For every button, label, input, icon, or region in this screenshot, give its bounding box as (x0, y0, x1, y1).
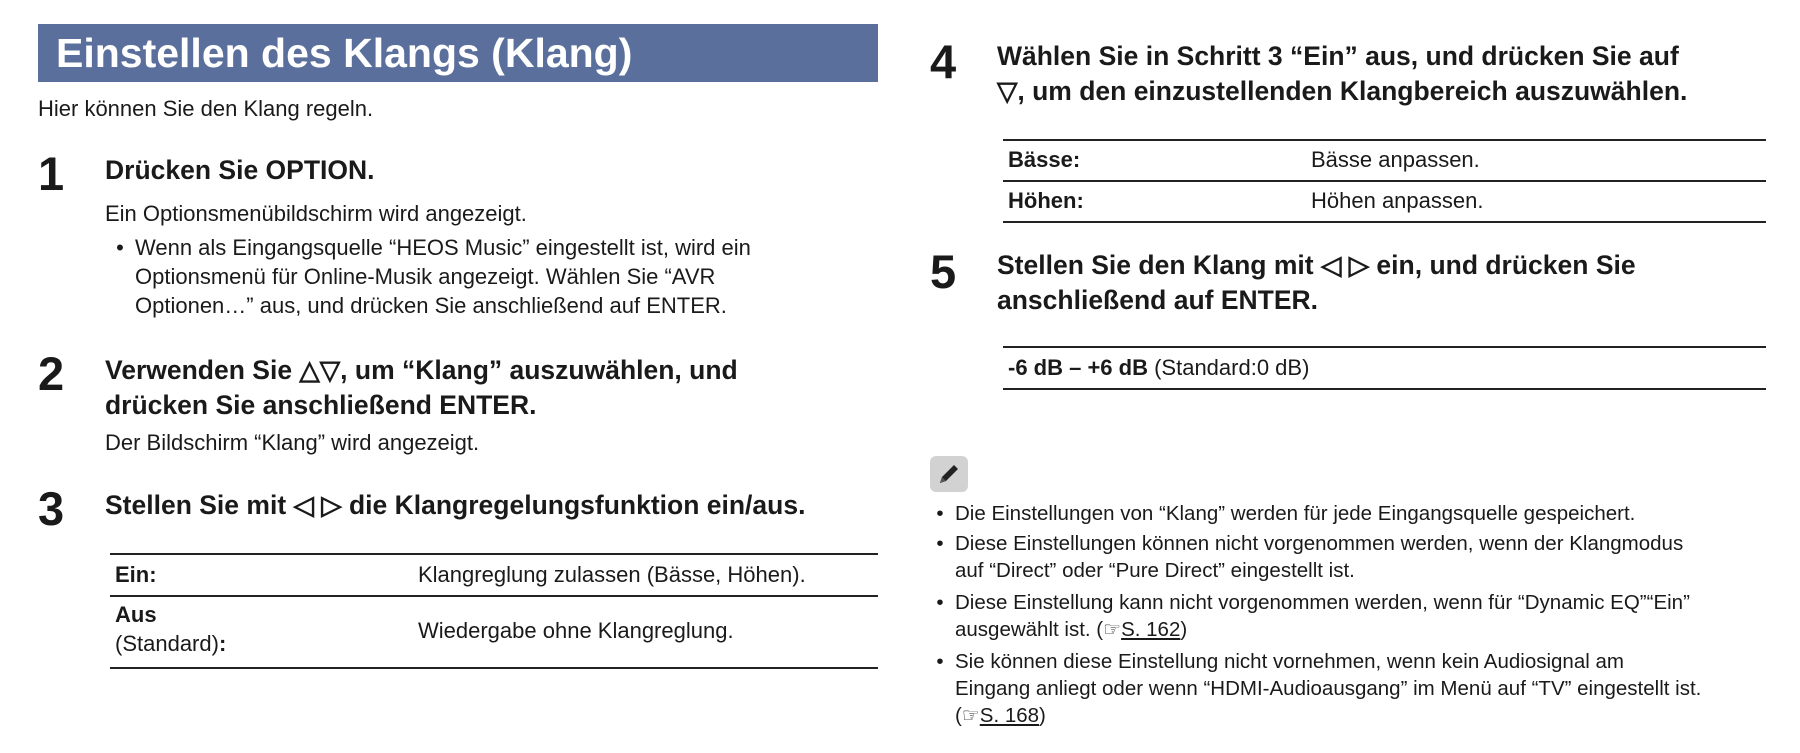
step-1-bullet: • Wenn als Eingangsquelle “HEOS Music” eingestellt ist, wird ein Optionsmenü für Online-Musik angezeigt. Wählen Sie “AVR Optionen…” aus, und drücken Sie anschließend auf ENTER. (135, 233, 751, 320)
step-1-body: Ein Optionsmenübildschirm wird angezeigt. (105, 201, 527, 226)
bullet-dot: • (936, 650, 944, 673)
bullet-dot: • (936, 532, 944, 555)
step-1-number: 1 (38, 147, 65, 200)
step-2-body: Der Bildschirm “Klang” wird angezeigt. (105, 430, 480, 455)
note-item: • Diese Einstellung kann nicht vorgenommen werden, wenn für “Dynamic EQ”“Ein” ausgewählt ist. (☞S. 162) (955, 589, 1690, 644)
page-ref-link[interactable]: S. 168 (979, 704, 1040, 727)
page-ref-link[interactable]: S. 162 (1121, 618, 1181, 641)
step-5-number: 5 (930, 245, 957, 298)
step-3-heading: Stellen Sie mit ◁ ▷ die Klangregelungsfunktion ein/aus. (105, 490, 806, 520)
table-row (1003, 348, 1766, 390)
bullet-dot: • (936, 591, 944, 614)
table-row: Bässe: Bässe anpassen. (1003, 141, 1766, 182)
range-default: (Standard:0 dB) (1147, 355, 1310, 380)
page-ref-icon: ☞ (1103, 619, 1122, 641)
note-item: • Diese Einstellungen können nicht vorgenommen werden, wenn der Klangmodus auf “Direct” oder “Pure Direct” eingestellt ist. (955, 530, 1683, 584)
table-row: Aus (Standard): Wiedergabe ohne Klangreglung. (110, 597, 878, 669)
page-title: Einstellen des Klangs (Klang) (38, 24, 878, 82)
step-2-number: 2 (38, 347, 65, 400)
step-3-number: 3 (38, 482, 65, 535)
bullet-dot: • (116, 235, 124, 260)
step-2-heading: Verwenden Sie △▽, um “Klang” auszuwählen, und drücken Sie anschließend ENTER. (105, 355, 738, 420)
step-3-table (110, 553, 878, 669)
note-item: • Die Einstellungen von “Klang” werden für jede Eingangsquelle gespeichert. (955, 500, 1635, 527)
table-row: Höhen: Höhen anpassen. (1003, 182, 1766, 223)
step-1-heading: Drücken Sie OPTION. (105, 155, 375, 185)
range-value: -6 dB – +6 dB (1008, 355, 1148, 380)
note-item: • Sie können diese Einstellung nicht vornehmen, wenn kein Audiosignal am Eingang anliegt oder wenn “HDMI-Audioausgang” im Menü auf “TV” eingestellt ist. (☞S. 168) (955, 648, 1701, 730)
intro-text: Hier können Sie den Klang regeln. (38, 96, 374, 121)
step-5-heading: Stellen Sie den Klang mit ◁ ▷ ein, und drücken Sie anschließend auf ENTER. (997, 250, 1636, 315)
step-5-range-table (1003, 346, 1766, 390)
bullet-dot: • (936, 502, 944, 525)
table-row: Ein: Klangreglung zulassen (Bässe, Höhen). (110, 555, 878, 597)
page-ref-icon: ☞ (961, 705, 980, 727)
step-4-heading: Wählen Sie in Schritt 3 “Ein” aus, und drücken Sie auf ▽, um den einzustellenden Klangbereich auszuwählen. (997, 41, 1688, 106)
pencil-icon (930, 456, 968, 492)
step-4-number: 4 (930, 35, 957, 88)
step-4-table (1003, 139, 1766, 223)
